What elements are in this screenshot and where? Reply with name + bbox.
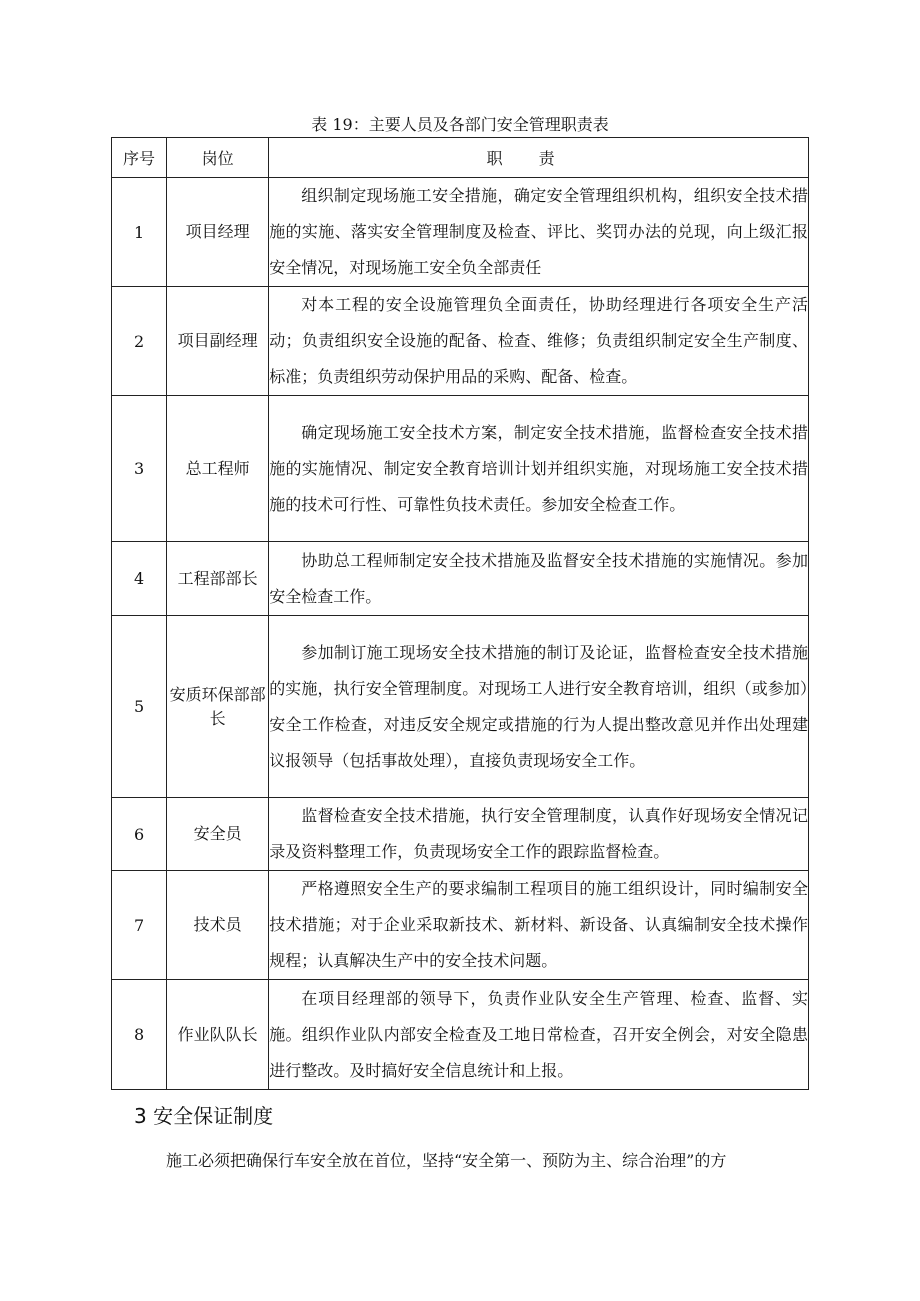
table-row bbox=[112, 542, 809, 616]
header-no: 序号 bbox=[112, 138, 167, 178]
header-duty: 职责 bbox=[269, 138, 809, 178]
row-duty: 参加制订施工现场安全技术措施的制订及论证，监督检查安全技术措施的实施，执行安全管理制度。对现场工人进行安全教育培训，组织（或参加）安全工作检查，对违反安全规定或措施的行为人提出整改意见并作出处理建议报领导（包括事故处理），直接负责现场安全工作。 bbox=[269, 616, 809, 798]
row-no: 6 bbox=[112, 798, 167, 871]
section-heading: 3 安全保证制度 bbox=[134, 1104, 274, 1128]
row-post: 项目副经理 bbox=[167, 287, 269, 396]
table-row bbox=[112, 871, 809, 980]
header-post: 岗位 bbox=[167, 138, 269, 178]
row-no: 4 bbox=[112, 542, 167, 616]
row-duty: 监督检查安全技术措施，执行安全管理制度，认真作好现场安全情况记录及资料整理工作，负责现场安全工作的跟踪监督检查。 bbox=[269, 798, 809, 871]
row-post: 项目经理 bbox=[167, 178, 269, 287]
row-no: 5 bbox=[112, 616, 167, 798]
body-paragraph: 施工必须把确保行车安全放在首位，坚持“安全第一、预防为主、综合治理”的方 bbox=[166, 1151, 727, 1170]
row-no: 3 bbox=[112, 396, 167, 542]
row-no: 2 bbox=[112, 287, 167, 396]
row-no: 8 bbox=[112, 980, 167, 1090]
table-row bbox=[112, 287, 809, 396]
table-row bbox=[112, 396, 809, 542]
row-post: 技术员 bbox=[167, 871, 269, 980]
table-header-row bbox=[112, 138, 809, 178]
row-no: 1 bbox=[112, 178, 167, 287]
table-row bbox=[112, 980, 809, 1090]
table-row bbox=[112, 178, 809, 287]
row-post: 工程部部长 bbox=[167, 542, 269, 616]
row-post: 作业队队长 bbox=[167, 980, 269, 1090]
row-duty: 确定现场施工安全技术方案，制定安全技术措施，监督检查安全技术措施的实施情况、制定安全教育培训计划并组织实施，对现场施工安全技术措施的技术可行性、可靠性负技术责任。参加安全检查工作。 bbox=[269, 396, 809, 542]
row-duty: 协助总工程师制定安全技术措施及监督安全技术措施的实施情况。参加安全检查工作。 bbox=[269, 542, 809, 616]
row-duty: 对本工程的安全设施管理负全面责任，协助经理进行各项安全生产活动；负责组织安全设施的配备、检查、维修；负责组织制定安全生产制度、标准；负责组织劳动保护用品的采购、配备、检查。 bbox=[269, 287, 809, 396]
row-post: 安质环保部部长 bbox=[167, 616, 269, 798]
safety-duty-table bbox=[111, 137, 809, 1090]
row-no: 7 bbox=[112, 871, 167, 980]
row-post: 安全员 bbox=[167, 798, 269, 871]
row-duty: 在项目经理部的领导下，负责作业队安全生产管理、检查、监督、实施。组织作业队内部安全检查及工地日常检查，召开安全例会，对安全隐患进行整改。及时搞好安全信息统计和上报。 bbox=[269, 980, 809, 1090]
row-duty: 严格遵照安全生产的要求编制工程项目的施工组织设计，同时编制安全技术措施；对于企业采取新技术、新材料、新设备、认真编制安全技术操作规程；认真解决生产中的安全技术问题。 bbox=[269, 871, 809, 980]
table-row bbox=[112, 798, 809, 871]
table-row bbox=[112, 616, 809, 798]
table-caption: 表 19：主要人员及各部门安全管理职责表 bbox=[311, 115, 609, 134]
row-post: 总工程师 bbox=[167, 396, 269, 542]
row-duty: 组织制定现场施工安全措施，确定安全管理组织机构，组织安全技术措施的实施、落实安全管理制度及检查、评比、奖罚办法的兑现，向上级汇报安全情况，对现场施工安全负全部责任 bbox=[269, 178, 809, 287]
